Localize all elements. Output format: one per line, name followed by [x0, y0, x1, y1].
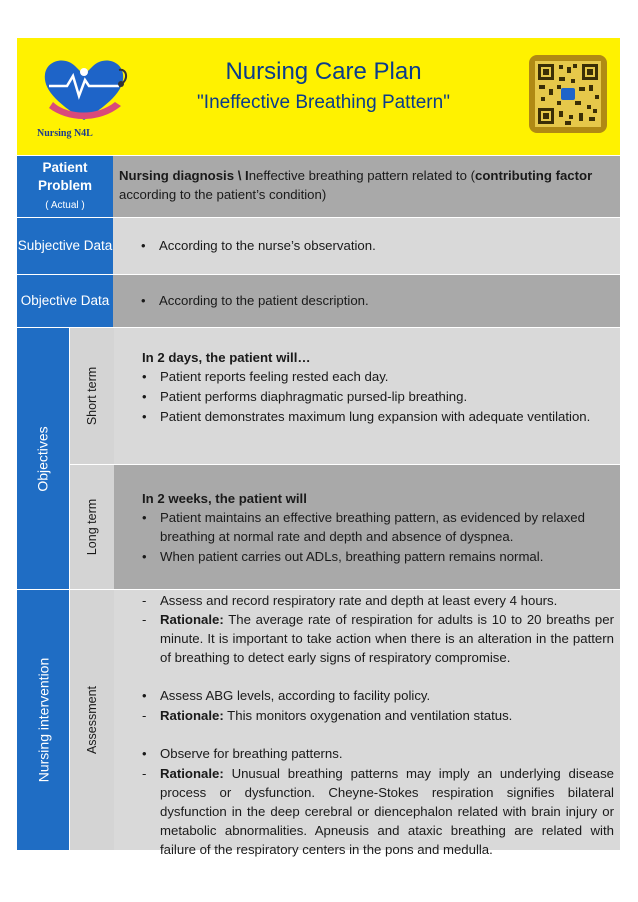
- short-term-row: [69, 328, 620, 464]
- subjective-data: [113, 218, 620, 274]
- diagnosis-tail: according to the patient’s condition): [119, 187, 327, 202]
- objective-label: Objective Data: [17, 275, 113, 327]
- nursing-intervention-label: Nursing intervention: [17, 590, 69, 850]
- intervention-rationale: - Rationale: This monitors oxygenation and ventilation status.: [160, 706, 614, 725]
- assessment-label: Assessment: [69, 590, 114, 850]
- short-term-goal: • Patient performs diaphragmatic pursed-lip breathing.: [160, 387, 614, 406]
- long-term-goal: • Patient maintains an effective breathing pattern, as evidenced by relaxed breathing at normal rate and depth and absence of dyspnea.: [160, 508, 614, 546]
- subjective-row: [17, 217, 620, 274]
- qr-code-icon: [529, 55, 607, 133]
- short-term-goal: • Patient reports feeling rested each day.: [160, 367, 614, 386]
- assessment-interventions: [114, 590, 620, 857]
- objectives-section: [17, 327, 620, 589]
- short-term-goals: [114, 328, 620, 464]
- short-term-goal: • Patient demonstrates maximum lung expansion with adequate ventilation.: [160, 407, 614, 426]
- objectives-label: Objectives: [17, 328, 69, 589]
- intervention-rationale: - Rationale: The average rate of respiration for adults is 10 to 20 breaths per minute. It is important to take action when there is an alteration in the pattern of breathing to detect early signs of respiratory compromise.: [160, 610, 614, 667]
- long-term-goals: [114, 465, 620, 589]
- diagnosis-factor: contributing factor: [475, 168, 593, 183]
- objective-item: • According to the patient description.: [159, 291, 369, 310]
- intervention-action: • Observe for breathing patterns.: [160, 744, 614, 763]
- short-term-heading: In 2 days, the patient will…: [142, 350, 311, 365]
- long-term-goal: • When patient carries out ADLs, breathing pattern remains normal.: [160, 547, 614, 566]
- long-term-label: Long term: [69, 465, 114, 589]
- objective-row: [17, 274, 620, 327]
- objective-data: [113, 275, 620, 327]
- intervention-rationale: - Rationale: Unusual breathing patterns may imply an underlying disease process or dysfunction. Cheyne-Stokes respiration signifies bilateral dysfunction in the deep cerebral or diencephalon related with brain injury or metabolic abnormalities. Apneusis and ataxic breathing are related with failure of the respiratory centers in the pons and medulla.: [160, 764, 614, 859]
- page-subtitle: "Ineffective Breathing Pattern": [197, 92, 450, 113]
- subjective-label: Subjective Data: [17, 218, 113, 274]
- nursing-logo-icon: [35, 50, 133, 142]
- diagnosis-text: neffective breathing pattern related to (: [248, 168, 475, 183]
- patient-problem-type: ( Actual ): [45, 199, 85, 211]
- short-term-label: Short term: [69, 328, 114, 464]
- nursing-intervention-section: [17, 589, 620, 857]
- patient-problem-row: [17, 155, 620, 217]
- header-banner: [17, 38, 620, 155]
- long-term-row: [69, 464, 620, 589]
- patient-problem-title: Patient Problem: [37, 159, 92, 193]
- logo-text: Nursing N4L: [37, 128, 93, 139]
- long-term-heading: In 2 weeks, the patient will: [142, 491, 307, 506]
- intervention-action: - Assess and record respiratory rate and depth at least every 4 hours.: [160, 591, 614, 610]
- page-title: Nursing Care Plan: [225, 58, 422, 85]
- subjective-item: • According to the nurse’s observation.: [159, 236, 376, 255]
- patient-problem-label: [17, 156, 113, 217]
- intervention-action: • Assess ABG levels, according to facility policy.: [160, 686, 614, 705]
- diagnosis-lead: Nursing diagnosis \ I: [119, 168, 249, 183]
- care-plan-page: [17, 38, 620, 857]
- nursing-diagnosis: [113, 156, 620, 217]
